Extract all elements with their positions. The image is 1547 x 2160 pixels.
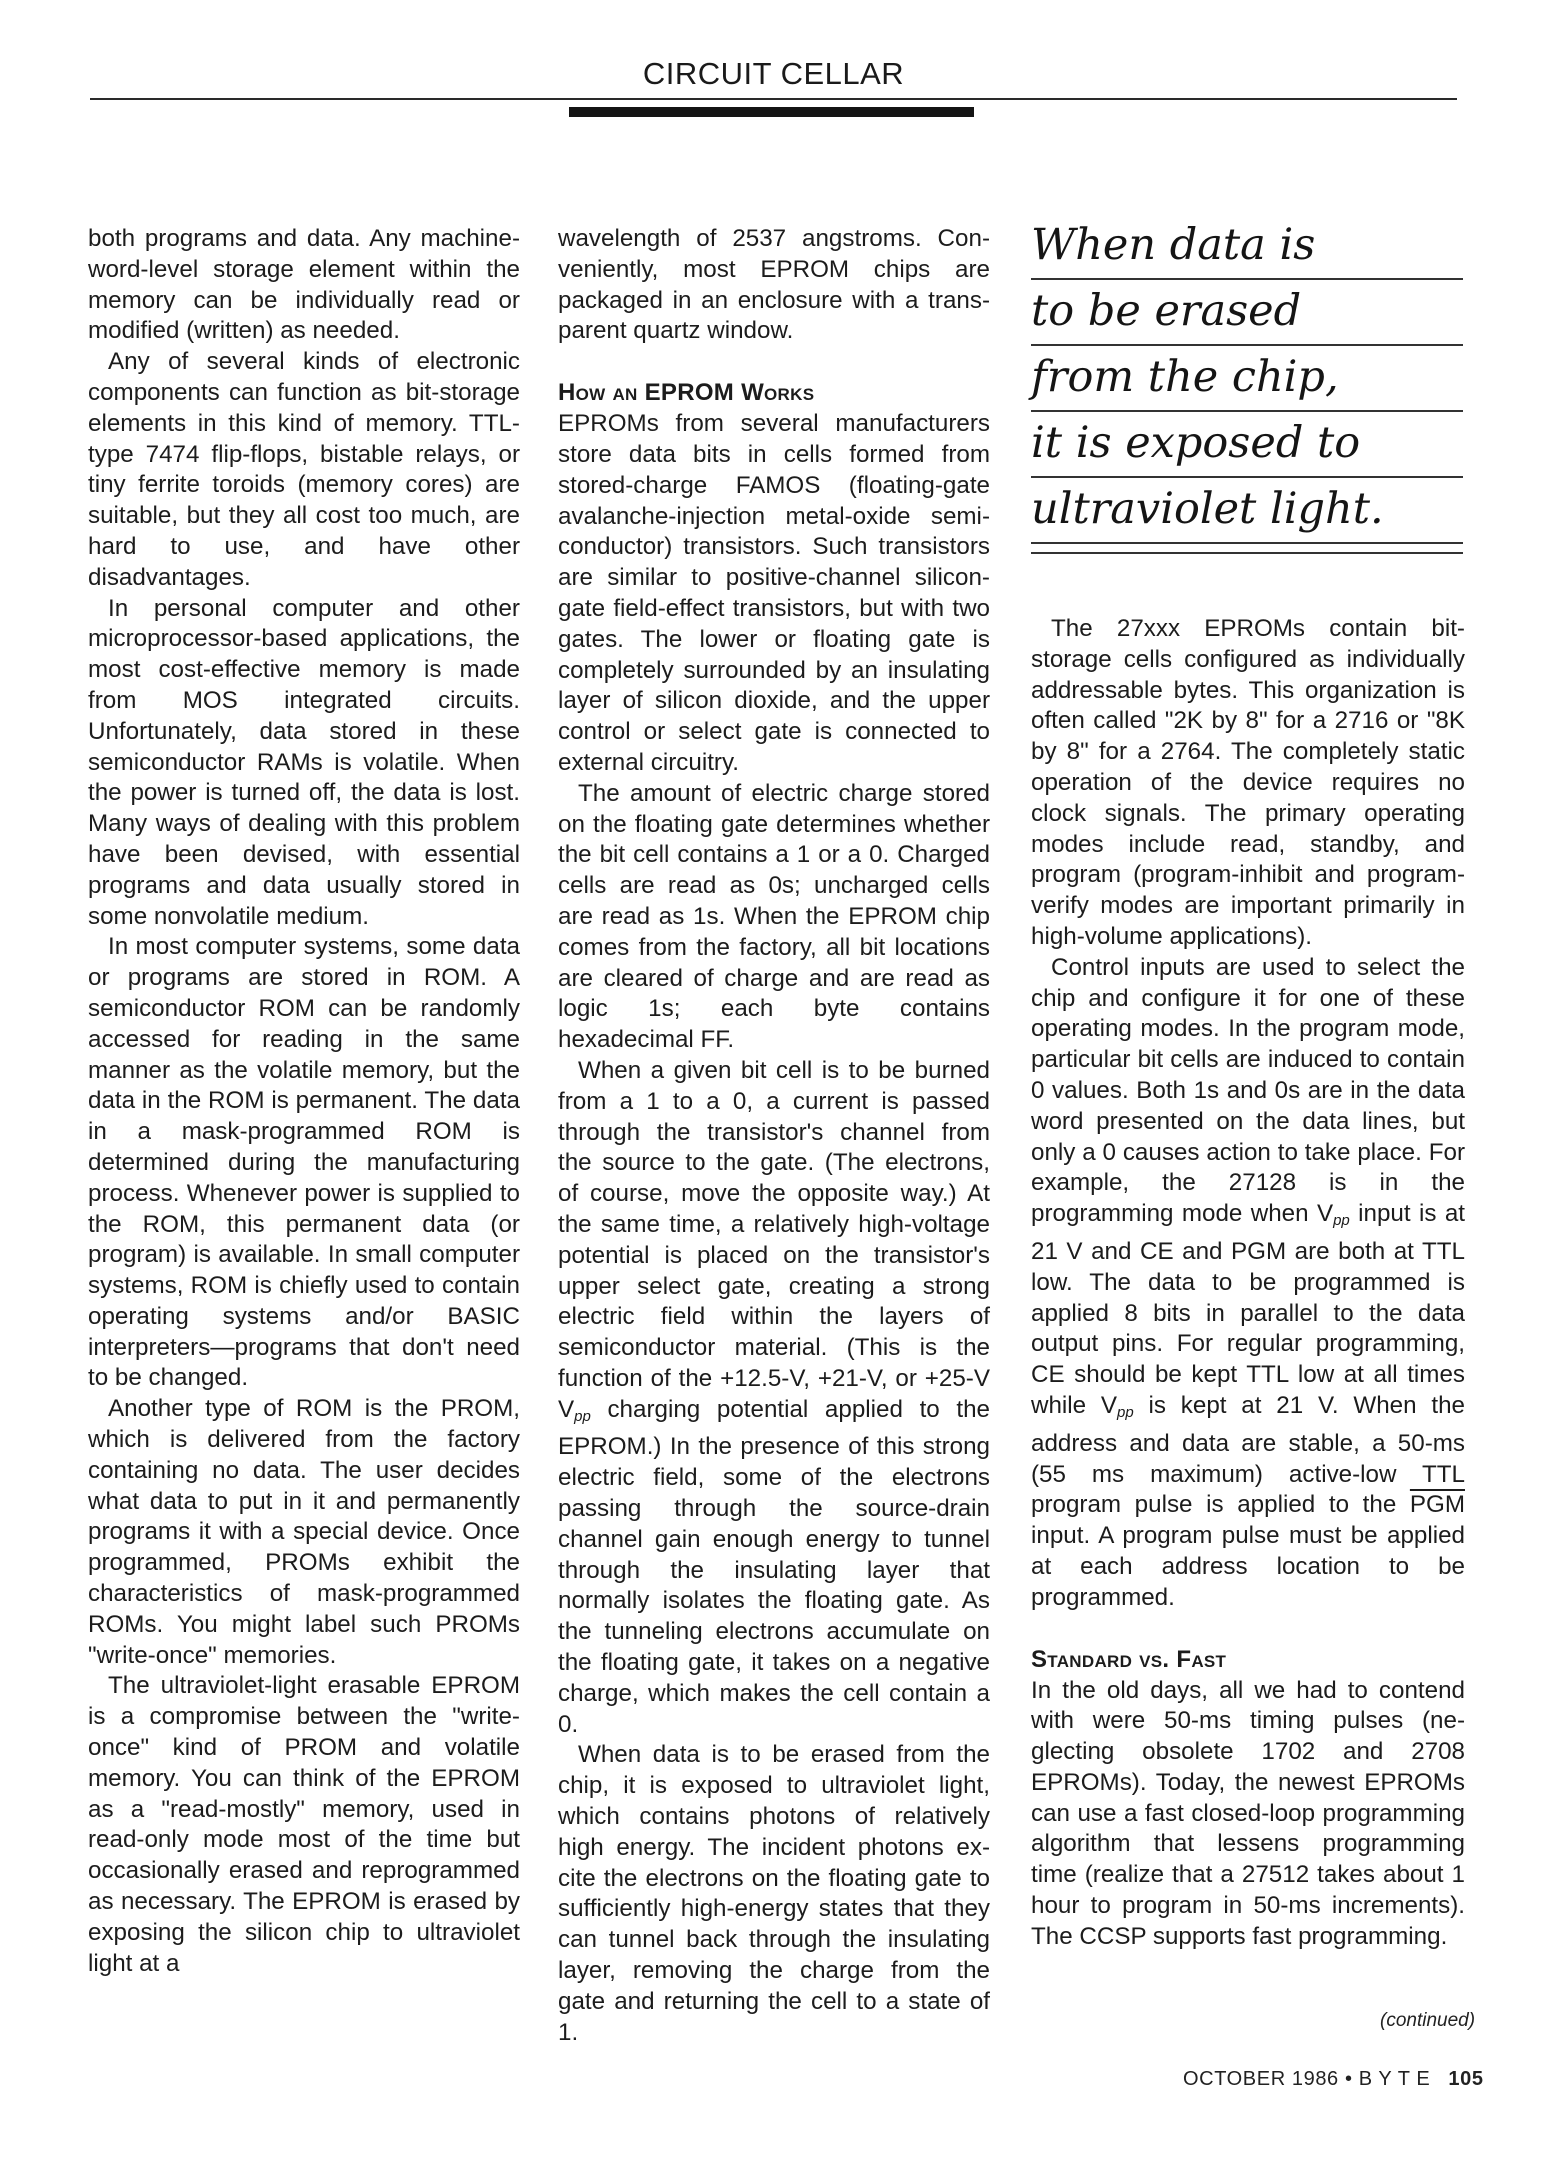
section-header: CIRCUIT CELLAR (642, 56, 905, 91)
paragraph: Another type of ROM is the PROM, which is delivered from the factory containing no data. The user decides what data to put in it and permanently programs it with a special device. Once programmed, PROMs exhibit the characteristics of mask-programmed ROMs. You might label such PROMs "write-once" memories. (88, 1395, 520, 1669)
paragraph: In most computer systems, some data or programs are stored in ROM. A semiconductor ROM can be randomly accessed for reading in the same manner as the volatile memory, but the data in the ROM is permanent. The data in a mask-programmed ROM is determined during the manufacturing process. Whenever power is supplied to the ROM, this permanent data (or program) is available. In small computer systems, ROM is chiefly used to contain operating systems and/or BASIC interpreters—programs that don't need to be changed. (88, 933, 520, 1392)
subscript-pp: pp (1333, 1212, 1350, 1230)
pgm-overline: $\overline{PGM}$ (1409, 1491, 1465, 1519)
pull-quote-line: When data is (1031, 214, 1463, 280)
paragraph: The amount of electric charge stored on the floating gate determines whether the bit cell contains a 1 or a 0. Charged cells are read as 0s; uncharged cells are read as 1s. When the EPROM chip comes from the factory, all bit locations are cleared of charge and are read as logic 1s; each byte contains hexadecimal FF. (558, 779, 990, 1054)
pull-quote-line: it is exposed to (1031, 412, 1463, 478)
paragraph: The 27xxx EPROMs contain bit-storage cells configured as individually addressable bytes. This organization is often called "2K by 8" for a 2716 or "8K by 8" for a 2764. The completely static operation of the device requires no clock signals. The primary operating modes include read, standby, and program (program-inhibit and program-verify modes are important primarily in high-volume applications). (1031, 615, 1465, 950)
subscript-pp: pp (1117, 1403, 1134, 1421)
paragraph: In the old days, all we had to contend with were 50-ms timing pulses (neglecting obsolete 1702 and 2708 EPROMs). Today, the newest EPROMs can use a fast closed-loop programming algorithm that lessens programming time (realize that a 27512 takes about 1 hour to program in 50-ms increments). The CCSP supports fast programming. (1031, 1676, 1465, 1950)
paragraph: EPROMs from several manufacturers store data bits in cells formed from stored-charge FAMOS (floating-gate avalanche-injection metal-oxide semiconductor) transistors. Such transistors are similar to positive-channel silicon-gate field-effect transistors, but with two gates. The lower or floating gate is completely surrounded by an insulating layer of silicon dioxide, and the upper control or select gate is connected to external circuitry. (558, 410, 990, 776)
subscript-pp: pp (574, 1407, 591, 1425)
paragraph: wavelength of 2537 angstroms. Conveniently, most EPROM chips are packaged in an enclosure with a transparent quartz window. (558, 225, 990, 345)
paragraph: Any of several kinds of electronic components can function as bit-storage elements in this kind of memory. TTL-type 7474 flip-flops, bistable relays, or tiny ferrite toroids (memory cores) are suitable, but they all cost too much, are hard to use, and have other disadvantages. (88, 348, 520, 591)
paragraph (1031, 953, 1465, 1614)
section-heading: Standard vs. Fast (1031, 1645, 1227, 1673)
text-run: charging potential applied to the EPROM.) In the presence of this strong electric field, some of the electrons passing through the source-drain channel gain enough energy to tunnel through the insulating layer that normally isolates the floating gate. As the tunneling electrons accumulate on the floating gate, it takes on a negative charge, which makes the cell contain a 0. (558, 1395, 990, 1738)
page-number: 105 (1448, 2068, 1484, 2090)
column-1 (88, 224, 520, 1979)
footer-date: OCTOBER 1986 • B Y T E (1183, 2068, 1431, 2090)
pull-quote-line: ultraviolet light. (1031, 478, 1463, 544)
header-rule (90, 98, 1457, 100)
pull-quote-line: to be erased (1031, 280, 1463, 346)
paragraph (558, 1056, 990, 1741)
header-bar (569, 107, 974, 117)
text-run: is kept at 21 V. When the address and data are stable, a 50-ms (55 ms maximum) active-low TTL program pulse is applied to the (1031, 1391, 1465, 1519)
text-run: Control inputs are used to select the chip and configure it for one of these operating modes. In the program mode, particular bit cells are induced to contain 0 values. Both 1s and 0s are in the data word presented on the data lines, but only a 0 causes action to take place. For example, the 27128 is in the programming mode when V (1031, 953, 1465, 1228)
continued-note: (continued) (1380, 2010, 1476, 2031)
pull-quote-line: from the chip, (1031, 346, 1463, 412)
column-2 (558, 224, 990, 2048)
text-run: When a given bit cell is to be burned from a 1 to a 0, a current is passed through the transistor's channel from the source to the gate. (The electrons, of course, move the opposite way.) At the same time, a relatively high-voltage potential is placed on the transistor's upper select gate, creating a strong electric field within the layers of semiconductor material. (This is the function of the +12.5-V, +21-V, or +25-V V (558, 1056, 990, 1423)
text-run: input is at 21 V and CE and PGM are both at TTL low. The data to be programmed is applied 8 bits in parallel to the data output pins. For regular programming, CE should be kept TTL low at all times while V (1031, 1200, 1465, 1419)
column-3 (1031, 614, 1465, 1953)
text-run: input. A program pulse must be applied at each address location to be programmed. (1031, 1522, 1465, 1611)
paragraph: both programs and data. Any machine-word-level storage element within the memory can be individually read or modified (written) as needed. (88, 225, 520, 345)
paragraph: In personal computer and other microprocessor-based applications, the most cost-effective memory is made from MOS integrated circuits. Unfortunately, data stored in these semiconductor RAMs is volatile. When the power is turned off, the data is lost. Many ways of dealing with this problem have been devised, with essential programs and data usually stored in some nonvolatile medium. (88, 594, 520, 930)
pull-quote (1031, 214, 1463, 554)
paragraph: When data is to be erased from the chip, it is exposed to ultraviolet light, which contains photons of relatively high energy. The incident photons excite the electrons on the floating gate to sufficiently high-energy states that they can tunnel back through the insulating layer, removing the charge from the gate and returning the cell to a state of 1. (558, 1741, 990, 2046)
section-heading: How an EPROM Works (558, 379, 815, 407)
page-footer (1183, 2068, 1484, 2091)
paragraph: The ultraviolet-light erasable EPROM is a compromise between the "write-once" kind of PROM and volatile memory. You can think of the EPROM as a "read-mostly" memory, used in read-only mode most of the time but occasionally erased and reprogrammed as necessary. The EPROM is erased by exposing the silicon chip to ultraviolet light at a (88, 1672, 520, 1977)
pull-quote-rule (1031, 544, 1463, 554)
